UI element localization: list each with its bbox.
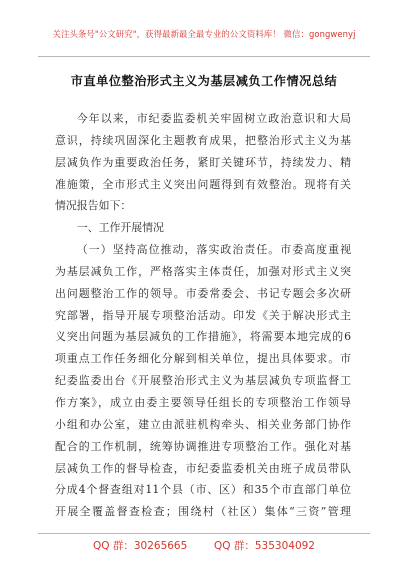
body-line: 准施策，全市形式主义突出问题得到有效整治。现将有关	[55, 177, 351, 191]
document-title: 市直单位整治形式主义为基层减负工作情况总结	[70, 74, 338, 88]
body-line: 层减负作为重要政治任务，紧盯关键环节，持续发力、精	[55, 155, 351, 169]
section-heading: 一、工作开展情况	[76, 221, 164, 235]
body-line: 层减负工作的督导检查，市纪委监委机关由班子成员带队	[55, 461, 351, 475]
body-line: 分成4个督查组对11个县（市、区）和35个市直部门单位	[55, 483, 351, 497]
body-line: 项重点工作任务细化分解到相关单位，提出具体要求。市	[55, 352, 351, 366]
document-body	[55, 108, 351, 523]
body-line: 开展全覆盖督查检查；围绕村（社区）集体“三资”管理	[55, 505, 351, 519]
body-line: 义突出问题为基层减负的工作措施》，将需要本地完成的6	[55, 330, 351, 344]
body-line: 究部署，指导开展专项整治活动。印发《关于解决形式主	[55, 308, 351, 322]
body-line: 出问题整治工作的领导。市委常委会、书记专题会多次研	[55, 286, 351, 300]
body-line: 纪委监委出台《开展整治形式主义为基层减负专项监督工	[55, 374, 351, 388]
body-line: 配合的工作机制，统筹协调推进专项整治工作。强化对基	[55, 439, 351, 453]
body-line: 意识，持续巩固深化主题教育成果，把整治形式主义为基	[55, 133, 351, 147]
body-line: 为基层减负工作，严格落实主体责任，加强对形式主义突	[55, 264, 351, 278]
body-line: 情况报告如下：	[55, 199, 132, 213]
footer-qq-text: QQ 群：30265665 QQ 群：535304092	[92, 540, 315, 552]
body-line: 作方案》，成立由委主要领导任组长的专项整治工作领导	[55, 395, 351, 409]
body-line: 小组和办公室，建立由派驻机构牵头、相关业务部门协作	[55, 417, 351, 431]
body-line: 今年以来，市纪委监委机关牢固树立政治意识和大局	[76, 112, 351, 125]
body-line: （一）坚持高位推动，落实政治责任。市委高度重视	[76, 243, 351, 257]
page-footer-rule	[38, 533, 370, 534]
header-promo-text: 关注头条号"公文研究"，获得最新最全最专业的公文资料库！ 微信：gongwenyj	[52, 29, 356, 39]
page-header	[38, 14, 370, 57]
